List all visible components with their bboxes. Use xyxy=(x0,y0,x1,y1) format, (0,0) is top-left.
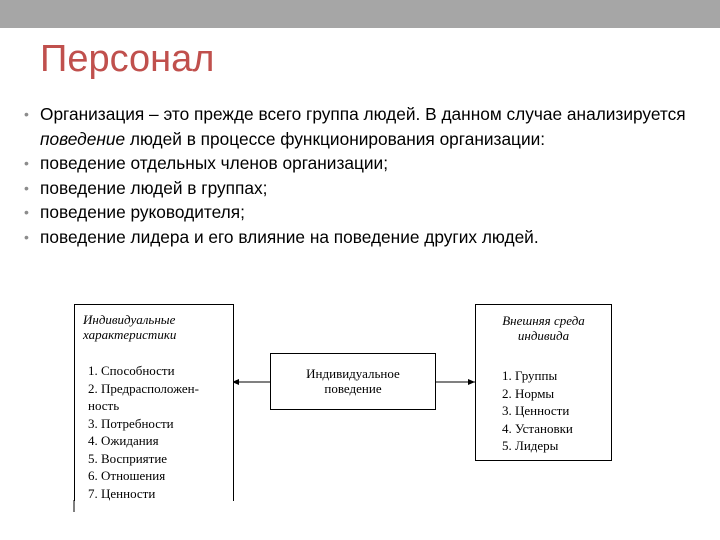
list-item: 1. Способности xyxy=(88,363,175,378)
list-item: ность xyxy=(88,398,120,413)
bullet-dot-icon: • xyxy=(24,106,29,122)
list-item: 3. Ценности xyxy=(502,403,570,418)
center-box-text xyxy=(271,366,435,396)
bullet-text: поведение лидера и его влияние на поведение других людей. xyxy=(40,226,539,247)
left-box-list xyxy=(75,362,233,502)
bullet-item xyxy=(24,200,704,225)
bullet-dot-icon: • xyxy=(24,155,29,171)
bullet-text-emphasis: поведение xyxy=(40,128,126,149)
bullet-text: поведение отдельных членов организации; xyxy=(40,153,389,173)
bullet-text-part: людей в процессе функционирования организации: xyxy=(125,128,546,149)
right-box-title-line: индивида xyxy=(517,328,570,343)
top-band xyxy=(0,0,720,28)
left-box-title-line: характеристики xyxy=(83,327,177,342)
center-box xyxy=(270,353,436,410)
list-item: 6. Отношения xyxy=(88,468,166,483)
right-arrowhead-icon xyxy=(468,379,475,385)
list-item: 4. Ожидания xyxy=(88,433,159,448)
list-item: 7. Ценности xyxy=(88,485,156,501)
list-item: 5. Восприятие xyxy=(88,450,168,466)
bullet-item xyxy=(24,102,704,151)
list-item: 2. Предрасположен- xyxy=(88,380,199,396)
bullet-text: поведение людей в группах; xyxy=(40,177,268,198)
list-item: 2. Нормы xyxy=(502,385,555,401)
bullet-dot-icon: • xyxy=(24,228,29,245)
bullet-list xyxy=(24,102,704,249)
left-box-title-line: Индивидуальные xyxy=(83,312,176,327)
right-box xyxy=(475,304,612,461)
center-box-line: поведение xyxy=(324,381,382,396)
bullet-text-part: Организация – это прежде всего группа людей. В данном случае анализируется xyxy=(40,104,686,124)
list-item: 5. Лидеры xyxy=(502,438,559,453)
list-item: 4. Установки xyxy=(502,420,573,436)
right-box-title-line: Внешняя среда xyxy=(502,313,585,328)
list-item: 1. Группы xyxy=(502,368,558,383)
list-item: 3. Потребности xyxy=(88,415,174,431)
left-box-title xyxy=(75,312,233,342)
bullet-dot-icon: • xyxy=(24,204,29,220)
right-box-list xyxy=(476,367,611,455)
bullet-item xyxy=(24,151,704,176)
right-box-title xyxy=(476,313,611,343)
slide-title: Персонал xyxy=(40,38,215,80)
bullet-item xyxy=(24,225,704,250)
bullet-dot-icon: • xyxy=(24,179,29,196)
left-box xyxy=(74,304,234,501)
bullet-item xyxy=(24,176,704,201)
bullet-text: поведение руководителя; xyxy=(40,202,245,222)
center-box-line: Индивидуальное xyxy=(306,366,400,381)
